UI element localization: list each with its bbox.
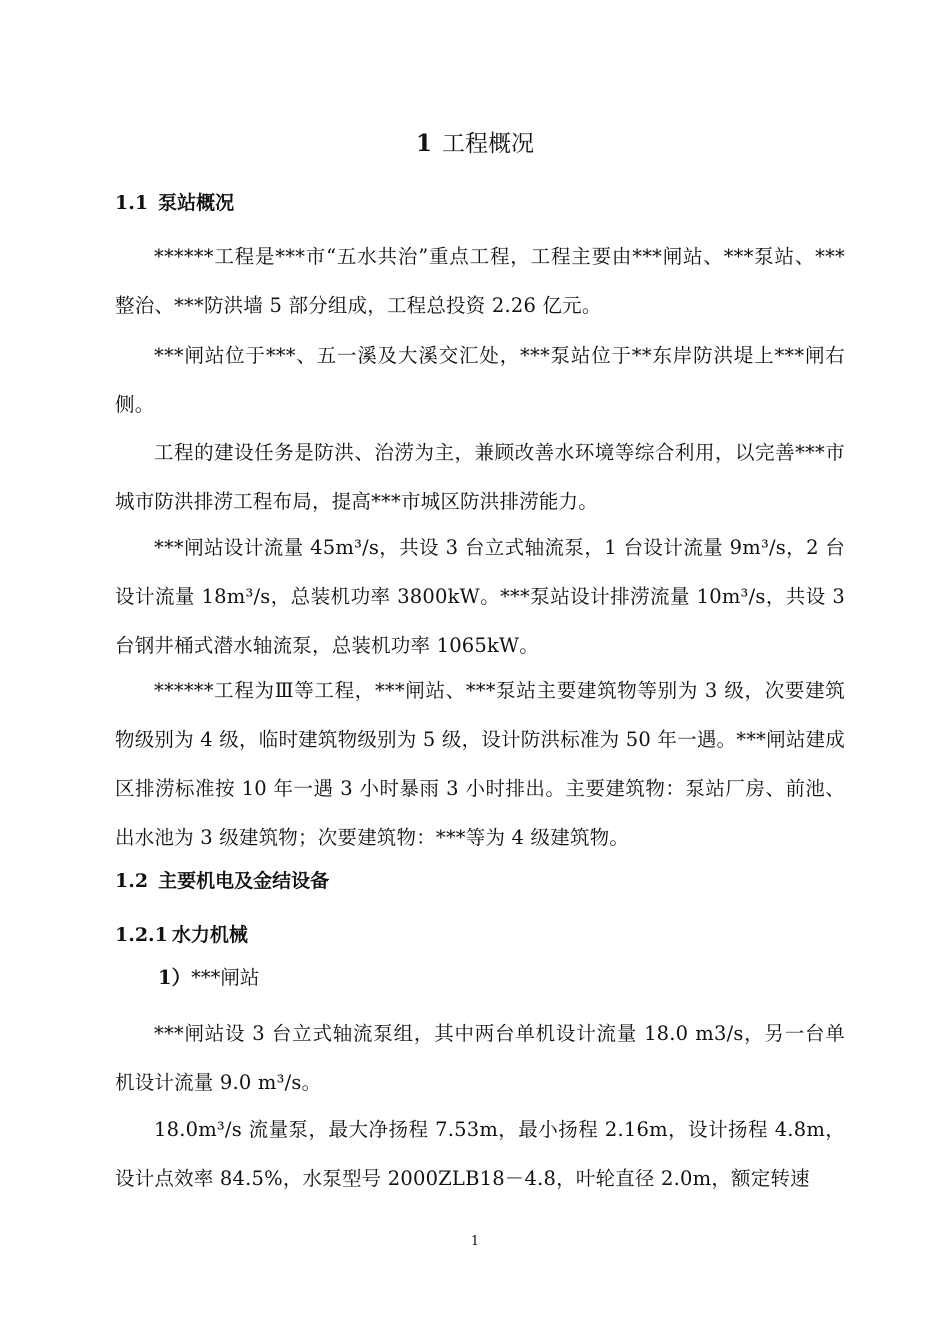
paragraph-project-overview: ******工程是***市“五水共治”重点工程，工程主要由***闸站、***泵站、***整治、***防洪墙 5 部分组成，工程总投资 2.26 亿元。 — [115, 245, 845, 317]
section-number: 1.1 — [115, 192, 149, 214]
page-number: 1 — [470, 1234, 480, 1249]
chapter-title — [0, 128, 950, 160]
paragraph-location: ***闸站位于***、五一溪及大溪交汇处，***泵站位于**东岸防洪堤上***闸右侧。 — [115, 344, 845, 416]
section-title: 泵站概况 — [158, 192, 235, 214]
section-heading-1-2 — [115, 867, 329, 895]
paragraph-pump-units: ***闸站设 3 台立式轴流泵组，其中两台单机设计流量 18.0 m3/s，另一台单机设计流量 9.0 m³/s。 — [115, 1022, 845, 1094]
subitem-label: ***闸站 — [191, 966, 260, 989]
chapter-title-text: 工程概况 — [442, 131, 534, 157]
subitem-sluice-station — [158, 964, 259, 992]
chapter-number: 1 — [415, 130, 432, 157]
section-heading-1-1 — [115, 189, 234, 217]
section-title: 主要机电及金结设备 — [158, 870, 330, 892]
section-title: 水力机械 — [171, 924, 248, 946]
section-number: 1.2 — [115, 870, 149, 892]
section-number: 1.2.1 — [115, 924, 168, 946]
paragraph-design-flow: ***闸站设计流量 45m³/s，共设 3 台立式轴流泵，1 台设计流量 9m³/s，2 台设计流量 18m³/s，总装机功率 3800kW。***泵站设计排涝流量 10m³/s，共设 3 台钢井桶式潜水轴流泵，总装机功率 1065kW。 — [115, 536, 845, 657]
paragraph-engineering-grade: ******工程为Ⅲ等工程，***闸站、***泵站主要建筑物等别为 3 级，次要建筑物级别为 4 级，临时建筑物级别为 5 级，设计防洪标准为 50 年一遇。***闸站建成区排涝标准按 10 年一遇 3 小时暴雨 3 小时排出。主要建筑物：泵站厂房、前池、出水池为 3 级建筑物；次要建筑物：***等为 4 级建筑物。 — [115, 679, 845, 849]
subitem-number: 1） — [158, 966, 192, 989]
section-heading-1-2-1 — [115, 921, 248, 949]
paragraph-construction-task: 工程的建设任务是防洪、治涝为主，兼顾改善水环境等综合利用，以完善***市城市防洪排涝工程布局，提高***市城区防洪排涝能力。 — [115, 441, 845, 513]
paragraph-pump-specs: 18.0m³/s 流量泵，最大净扬程 7.53m，最小扬程 2.16m，设计扬程 4.8m，设计点效率 84.5%，水泵型号 2000ZLB18－4.8，叶轮直径 2.0m，额定转速 — [115, 1118, 845, 1190]
